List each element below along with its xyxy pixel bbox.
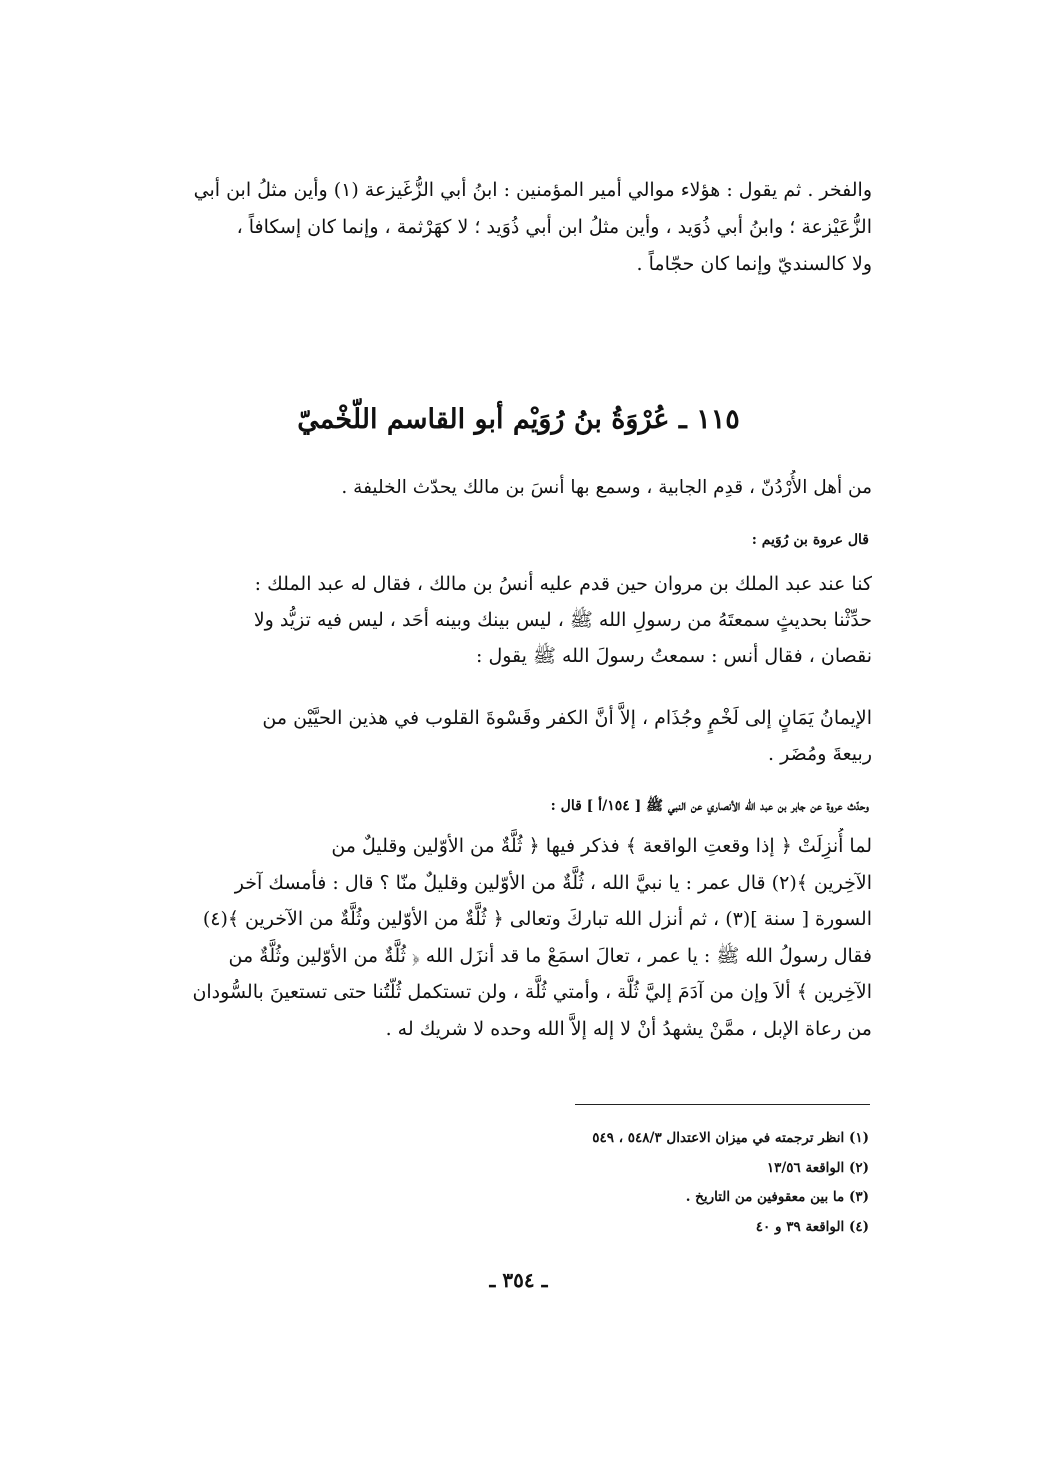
biography-line bbox=[165, 470, 872, 506]
chain-label: وحدّث عروة عن جابر بن عبد الله الأنصاري عن النبي ﷺ [ ١٥٤/أ ] قال : bbox=[550, 798, 869, 814]
section-heading: ١١٥ ـ عُرْوَةُ بنُ رُوَيْم أبو القاسم اللّخْميّ bbox=[297, 404, 740, 435]
footnote-item: (١) انظر ترجمته في ميزان الاعتدال ٥٤٨/٣ ، ٥٤٩ bbox=[592, 1130, 869, 1146]
text-line: السورة [ سنة ](٣) ، ثم أنزل الله تباركَ وتعالى ﴿ ثُلَّةٌ من الأوّلين وثُلَّةٌ من الآخرين ﴾(٤) bbox=[202, 908, 872, 930]
narration-paragraph bbox=[165, 566, 872, 674]
text-line: الآخِرين ﴾(٢) قال عمر : يا نبيَّ الله ، ثُلَّةٌ من الأوّلين وقليلٌ منّا ؟ قال : فأمسك آخر bbox=[234, 871, 872, 894]
text-line: فقال رسولُ الله ﷺ : يا عمر ، تعالَ اسمَعْ ما قد أنزَل الله ﴿ ثُلَّةٌ من الأوّلين وثُلَّةٌ من bbox=[228, 944, 872, 967]
footnote-item: (٤) الواقعة ٣٩ و ٤٠ bbox=[755, 1218, 869, 1235]
text-line: الإيمانُ يَمَانٍ إلى لَخْمٍ وجُذَام ، إلاَّ أنَّ الكفر وقَسْوةَ القلوب في هذين الحيَّيْن من bbox=[262, 707, 872, 729]
text-line: ربيعةَ ومُضَر . bbox=[768, 743, 872, 765]
narrator-label: قال عروة بن رُوَيم : bbox=[751, 532, 869, 548]
text-line: من أهل الأُرْدُنّ ، قدِم الجابية ، وسمع بها أنسَ بن مالك يحدّث الخليفة . bbox=[341, 477, 872, 498]
footnote-item: (٢) الواقعة ١٣/٥٦ bbox=[766, 1159, 869, 1176]
text-line: والفخر . ثم يقول : هؤلاء موالي أمير المؤمنين : ابنُ أبي الزُّغَيزعة (١) وأين مثلُ ابن أبي bbox=[193, 179, 872, 201]
footnote-item: (٣) ما بين معقوفين من التاريخ . bbox=[685, 1189, 869, 1205]
second-hadith-paragraph bbox=[165, 828, 872, 1047]
footnotes bbox=[592, 1124, 869, 1242]
text-line: حدِّثْنا بحديثٍ سمعتَهُ من رسولِ الله ﷺ ، ليس بينك وبينه أحَد ، ليس فيه تزيُّد ولا bbox=[253, 609, 872, 631]
text-line: ولا كالسنديّ وإنما كان حجّاماً . bbox=[636, 253, 872, 275]
page-number: ـ ٣٥٤ ـ bbox=[489, 1268, 548, 1292]
text-line: الزُّعَيْزعة ؛ وابنُ أبي ذُوَيد ، وأين مثلُ ابن أبي ذُوَيد ؛ لا كهَرْثمة ، وإنما كان إسكافاً ، bbox=[236, 216, 872, 238]
text-line: لما أُنزِلَتْ ﴿ إذا وقعتِ الواقعة ﴾ فذكر فيها ﴿ ثُلَّةٌ من الأوّلين وقليلٌ من bbox=[331, 835, 872, 857]
hadith-text-paragraph bbox=[165, 700, 872, 772]
text-line: كنا عند عبد الملك بن مروان حين قدم عليه أنسُ بن مالك ، فقال له عبد الملك : bbox=[254, 573, 872, 595]
text-line: الآخِرين ﴾ ألاَ وإن من آدَمَ إليَّ ثُلَّة ، وأمتي ثُلَّة ، ولن تستكمل ثُلّتُنا حتى تستعينَ بالسُّودان bbox=[192, 981, 872, 1003]
text-line: نقصان ، فقال أنس : سمعتُ رسولَ الله ﷺ يقول : bbox=[476, 645, 872, 667]
intro-paragraph bbox=[165, 172, 872, 283]
footnote-divider bbox=[575, 1104, 870, 1105]
text-line: من رعاة الإبل ، ممَّنْ يشهدُ أنْ لا إله إلاَّ الله وحده لا شريك له . bbox=[385, 1017, 872, 1040]
